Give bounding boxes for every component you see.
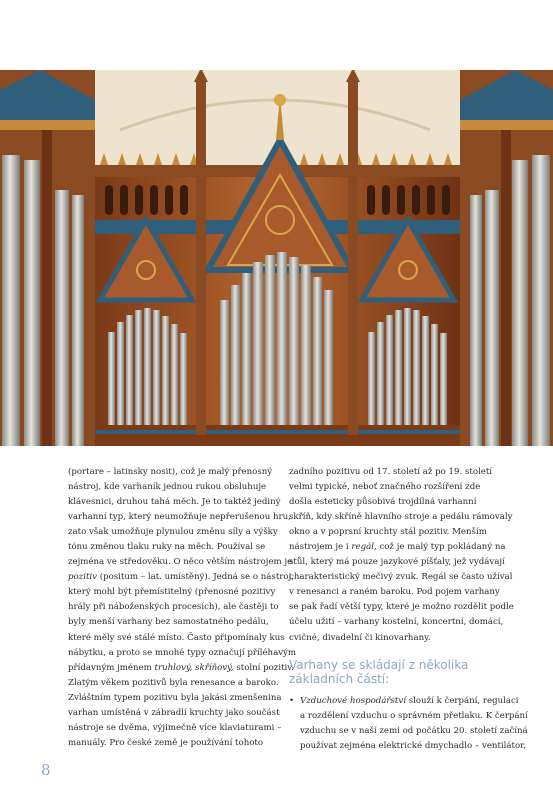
right-line: nástrojem je i regál, což je malý typ pokládaný na bbox=[289, 542, 506, 553]
right-line: velmi typické, neboť značného rozšíření zde bbox=[289, 482, 481, 493]
bullet-line: používat zejména elektrické dmychadlo – ventilátor, bbox=[300, 740, 527, 751]
left-line: Zvláštním typem pozitivu byla jakási zmenšenina bbox=[68, 692, 282, 703]
left-line: Zlatým věkem pozitivů byla renesance a baroko. bbox=[68, 677, 279, 688]
left-line: nábytku, a proto se mnohé typy označují příléhavým bbox=[68, 647, 297, 658]
organ-photo bbox=[0, 70, 553, 446]
left-line: manuály. Pro české země je používání tohoto bbox=[68, 737, 264, 748]
left-line: tónu změnou tlaku ruky na měch. Používal se bbox=[68, 542, 266, 553]
left-line: nástroje se dvěma, výjimečně více klaviaturami – bbox=[68, 722, 282, 733]
section-heading-line-2: základních částí: bbox=[289, 671, 390, 686]
text-column-right bbox=[289, 465, 528, 754]
right-line: cvičné, divadelní či kinovarhany. bbox=[289, 632, 431, 643]
text-column-left bbox=[68, 465, 297, 751]
right-body-text bbox=[289, 465, 514, 646]
right-line: charakteristický mečivý zvuk. Regál se často užíval bbox=[289, 572, 513, 583]
right-line: skříň, kdy skříně hlavního stroje a pedálu rámovaly bbox=[289, 512, 513, 523]
page-number: 8 bbox=[41, 761, 51, 779]
left-line: přídavným jménem truhlový, skříňový, stolní pozitiv. bbox=[68, 662, 294, 673]
left-line: pozitiv (positum – lat. umístěný). Jedná se o nástroj, bbox=[68, 572, 294, 583]
left-line: varhan umístěná v zábradlí kruchty jako součást bbox=[68, 707, 280, 718]
left-line: (portare – latinsky nosit), což je malý přenosný bbox=[68, 467, 273, 477]
left-line: klávesnici, druhou tahá měch. Je to taktéž jediný bbox=[68, 497, 281, 508]
left-line: které měly své stálé místo. Často připomínaly kus bbox=[68, 632, 285, 643]
right-line: došla esteticky působivá trojdílná varhanní bbox=[289, 497, 477, 508]
left-line: zato však umožňuje plynulou změnu síly a výšky bbox=[68, 527, 278, 538]
left-line: zejména ve středověku. O něco větším nástrojem je bbox=[68, 557, 293, 568]
right-line: účelu užití – varhany kostelní, koncertní, domácí, bbox=[289, 617, 504, 628]
bullet-item bbox=[289, 694, 528, 754]
left-line: nástroj, kde varhaník jednou rukou obsluhuje bbox=[68, 482, 267, 493]
right-line: v renesanci a raném baroku. Pod pojem varhany bbox=[289, 587, 500, 598]
left-line: byly menší varhany bez samostatného pedálu, bbox=[68, 617, 269, 628]
right-line: zadního pozitivu od 17. století až po 19. století bbox=[289, 467, 493, 477]
bullet-line: vzduchu se v naší zemi od počátku 20. století začíná bbox=[300, 725, 528, 736]
section-heading-line-1: Varhany se skládají z několika bbox=[289, 657, 469, 672]
left-line: který mohl být přemístitelný (přenosné pozitivy bbox=[68, 587, 276, 598]
right-line: se pak řadí větší typy, které je možno rozdělit podle bbox=[289, 602, 514, 613]
bullet-line: a rozdělení vzduchu o správném přetlaku. K čerpání bbox=[300, 710, 528, 721]
left-line: varhanní typ, který neumožňuje nepřerušenou hru, bbox=[68, 512, 291, 523]
bullet-line: • Vzduchové hospodářství slouží k čerpání, regulaci bbox=[300, 695, 519, 706]
right-line: stůl, který má pouze jazykové píšťaly, jež vydávají bbox=[289, 557, 505, 568]
right-line: okno a v poprsní kruchty stál pozitiv. Menším bbox=[289, 527, 487, 538]
left-line: hrály při náboženských procesích), ale častěji to bbox=[68, 602, 279, 613]
